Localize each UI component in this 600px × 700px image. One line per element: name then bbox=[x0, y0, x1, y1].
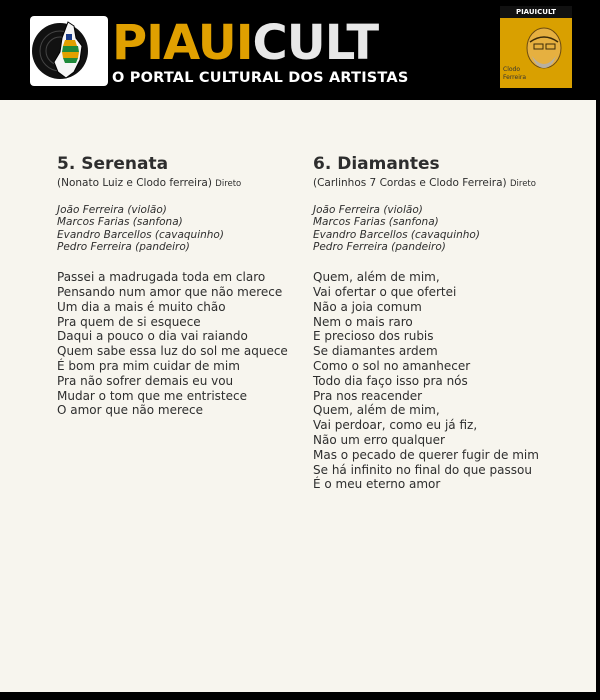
musician-line: Evandro Barcellos (cavaquinho) bbox=[313, 228, 480, 241]
booklet-page bbox=[0, 100, 596, 692]
musician-line: Evandro Barcellos (cavaquinho) bbox=[57, 228, 224, 241]
lyric-line: Passei a madrugada toda em claro bbox=[57, 270, 266, 285]
song-title: 5. Serenata bbox=[57, 154, 169, 174]
musician-line: Marcos Farias (sanfona) bbox=[313, 216, 439, 229]
song-credit bbox=[57, 176, 317, 191]
lyric-line: É o meu eterno amor bbox=[313, 477, 441, 492]
song-serenata bbox=[57, 154, 317, 418]
brand-piaui: PIAUI bbox=[112, 15, 253, 71]
musician-line: Pedro Ferreira (pandeiro) bbox=[313, 240, 446, 253]
lyric-line: Se diamantes ardem bbox=[313, 344, 438, 359]
site-tagline: O PORTAL CULTURAL DOS ARTISTAS bbox=[112, 70, 409, 86]
album-cover[interactable] bbox=[500, 6, 572, 88]
lyric-line: Pra não sofrer demais eu vou bbox=[57, 373, 234, 388]
lyric-line: E precioso dos rubis bbox=[313, 329, 434, 344]
lyric-line: Pra quem de si esquece bbox=[57, 314, 201, 329]
song-authors: (Nonato Luiz e Clodo ferreira) bbox=[57, 177, 212, 189]
song-diamantes bbox=[313, 154, 573, 492]
lyric-line: Não a joia comum bbox=[313, 299, 422, 314]
site-brand[interactable] bbox=[112, 15, 379, 71]
lyric-line: Quem, além de mim, bbox=[313, 403, 440, 418]
musician-line: João Ferreira (violão) bbox=[57, 204, 167, 216]
site-header bbox=[0, 0, 600, 100]
song-credit bbox=[313, 176, 573, 191]
lyric-line: Se há infinito no final do que passou bbox=[313, 462, 532, 477]
lyric-line: Como o sol no amanhecer bbox=[313, 358, 471, 373]
lyric-line: O amor que não merece bbox=[57, 403, 204, 418]
musicians-list bbox=[313, 204, 573, 253]
lyric-line: Quem, além de mim, bbox=[313, 270, 440, 285]
lyric-line: Mas o pecado de querer fugir de mim bbox=[313, 447, 539, 462]
lyrics-block bbox=[57, 270, 317, 418]
song-title: 6. Diamantes bbox=[313, 154, 440, 174]
lyric-line: Pra nos reacender bbox=[313, 388, 423, 403]
song-authors: (Carlinhos 7 Cordas e Clodo Ferreira) bbox=[313, 177, 507, 189]
lyric-line: Quem sabe essa luz do sol me aquece bbox=[57, 344, 288, 359]
musician-line: João Ferreira (violão) bbox=[313, 204, 423, 216]
lyric-line: Mudar o tom que me entristece bbox=[57, 388, 247, 403]
piaui-map-logo[interactable] bbox=[30, 16, 108, 86]
musician-line: Pedro Ferreira (pandeiro) bbox=[57, 240, 190, 253]
lyrics-block bbox=[313, 270, 573, 492]
album-badge: PIAUICULT bbox=[500, 6, 572, 18]
lyric-line: Todo dia faço isso pra nós bbox=[313, 373, 468, 388]
brand-cult: CULT bbox=[252, 15, 379, 71]
lyric-line: Daqui a pouco o dia vai raiando bbox=[57, 329, 248, 344]
lyric-line: É bom pra mim cuidar de mim bbox=[57, 358, 240, 373]
musician-line: Marcos Farias (sanfona) bbox=[57, 216, 183, 229]
musicians-list bbox=[57, 204, 317, 253]
album-artist-name: Clodo Ferreira bbox=[503, 66, 527, 81]
lyric-line: Vai ofertar o que ofertei bbox=[313, 284, 457, 299]
lyric-line: Não um erro qualquer bbox=[313, 432, 445, 447]
lyric-line: Vai perdoar, como eu já fiz, bbox=[313, 418, 478, 433]
credit-note: Direto bbox=[509, 179, 536, 189]
lyric-line: Nem o mais raro bbox=[313, 314, 413, 329]
credit-note: Direto bbox=[215, 179, 242, 189]
lyric-line: Pensando num amor que não merece bbox=[57, 284, 283, 299]
piaui-map-icon bbox=[30, 16, 108, 86]
lyric-line: Um dia a mais é muito chão bbox=[57, 299, 226, 314]
